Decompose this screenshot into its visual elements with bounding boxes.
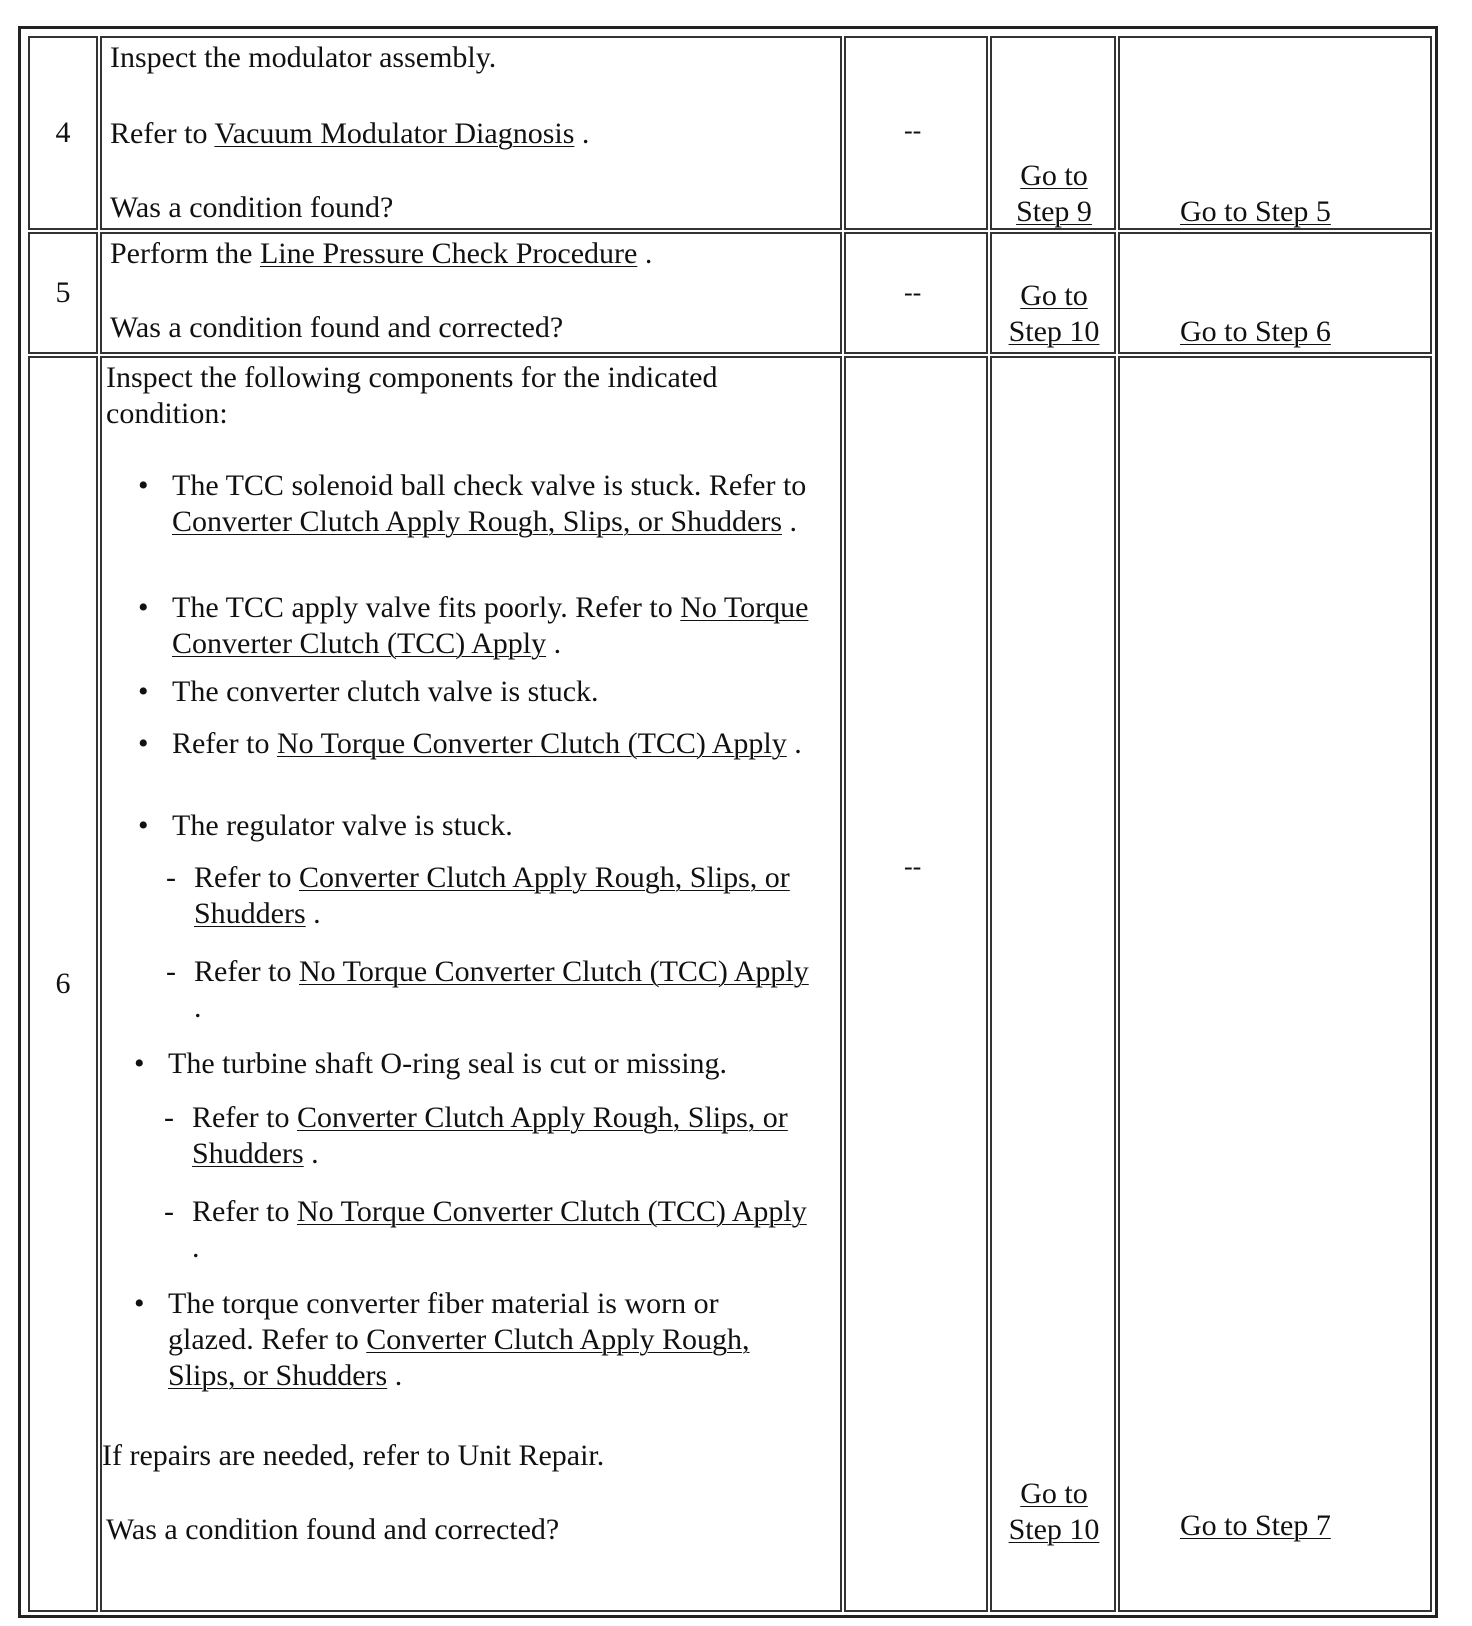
value-cell [844, 356, 988, 1612]
value-cell [844, 232, 988, 354]
action-cell [100, 232, 842, 354]
go-to-step-5-link[interactable]: Go to Step 5 [1180, 195, 1331, 228]
bullet-item: • Refer to No Torque Converter Clutch (TCC) Apply . [138, 727, 802, 760]
step-number-cell [28, 36, 98, 230]
bullet-item: • The TCC apply valve fits poorly. Refer to No Torque Converter Clutch (TCC) Apply . [138, 591, 809, 660]
yes-cell [990, 36, 1116, 230]
value-cell [844, 36, 988, 230]
action-cell [100, 356, 842, 1612]
go-to-step-6-link[interactable]: Go to Step 6 [1180, 315, 1331, 348]
go-to-step-7-link[interactable]: Go to Step 7 [1180, 1509, 1331, 1542]
action-cell [100, 36, 842, 230]
action-line: Was a condition found and corrected? [110, 311, 564, 344]
sub-bullet-item: - Refer to No Torque Converter Clutch (TCC) Apply . [166, 955, 809, 1024]
value-text: -- [904, 116, 922, 145]
bullet-item: • The regulator valve is stuck. [138, 809, 513, 842]
step-number: 4 [55, 116, 71, 149]
converter-clutch-apply-rough-link[interactable]: Converter Clutch Apply Rough, Slips, or Shudders [172, 505, 782, 538]
bullet-item: • The TCC solenoid ball check valve is stuck. Refer to Converter Clutch Apply Rough, Slips, or Shudders . [138, 469, 807, 538]
no-cell [1118, 232, 1432, 354]
intro-text: Inspect the following components for the indicated condition: [106, 361, 718, 430]
question-text: Was a condition found and corrected? [106, 1513, 560, 1546]
value-text: -- [904, 852, 922, 881]
no-tcc-apply-link[interactable]: No Torque Converter Clutch (TCC) Apply [172, 591, 809, 660]
vacuum-modulator-diagnosis-link[interactable]: Vacuum Modulator Diagnosis [214, 117, 575, 150]
yes-cell [990, 232, 1116, 354]
action-line: Was a condition found? [110, 191, 394, 224]
converter-clutch-apply-rough-link[interactable]: Converter Clutch Apply Rough, Slips, or Shudders [194, 861, 790, 930]
sub-bullet-item: - Refer to No Torque Converter Clutch (TCC) Apply . [164, 1195, 807, 1264]
action-line: Inspect the modulator assembly. [110, 41, 497, 74]
repair-note: If repairs are needed, refer to Unit Repair. [102, 1439, 605, 1472]
bullet-item: • The torque converter fiber material is worn or glazed. Refer to Converter Clutch Apply Rough, Slips, or Shudders . [134, 1287, 750, 1392]
bullet-item: • The converter clutch valve is stuck. [138, 675, 599, 708]
sub-bullet-item: - Refer to Converter Clutch Apply Rough, Slips, or Shudders . [164, 1101, 788, 1170]
step-number-cell [28, 232, 98, 354]
no-cell [1118, 356, 1432, 1612]
action-line: Refer to Vacuum Modulator Diagnosis . [110, 117, 590, 150]
yes-cell [990, 356, 1116, 1612]
go-to-step-10-link[interactable]: Go to Step 10 [1008, 1477, 1100, 1546]
value-text: -- [904, 278, 922, 307]
no-tcc-apply-link[interactable]: No Torque Converter Clutch (TCC) Apply [298, 955, 809, 988]
bullet-item: • The turbine shaft O-ring seal is cut or missing. [134, 1047, 728, 1080]
step-number: 5 [55, 276, 71, 309]
no-tcc-apply-link[interactable]: No Torque Converter Clutch (TCC) Apply [276, 727, 787, 760]
no-tcc-apply-link[interactable]: No Torque Converter Clutch (TCC) Apply [296, 1195, 807, 1228]
converter-clutch-apply-rough-link[interactable]: Converter Clutch Apply Rough, Slips, or Shudders [168, 1323, 750, 1392]
converter-clutch-apply-rough-link[interactable]: Converter Clutch Apply Rough, Slips, or Shudders [192, 1101, 788, 1170]
no-cell [1118, 36, 1432, 230]
sub-bullet-item: - Refer to Converter Clutch Apply Rough, Slips, or Shudders . [166, 861, 790, 930]
go-to-step-10-link[interactable]: Go to Step 10 [1008, 279, 1100, 348]
action-line: Perform the Line Pressure Check Procedure . [110, 237, 653, 270]
line-pressure-check-procedure-link[interactable]: Line Pressure Check Procedure [259, 237, 638, 270]
step-number: 6 [55, 967, 71, 1000]
step-number-cell [28, 356, 98, 1612]
go-to-step-9-link[interactable]: Go to Step 9 [1016, 159, 1092, 228]
